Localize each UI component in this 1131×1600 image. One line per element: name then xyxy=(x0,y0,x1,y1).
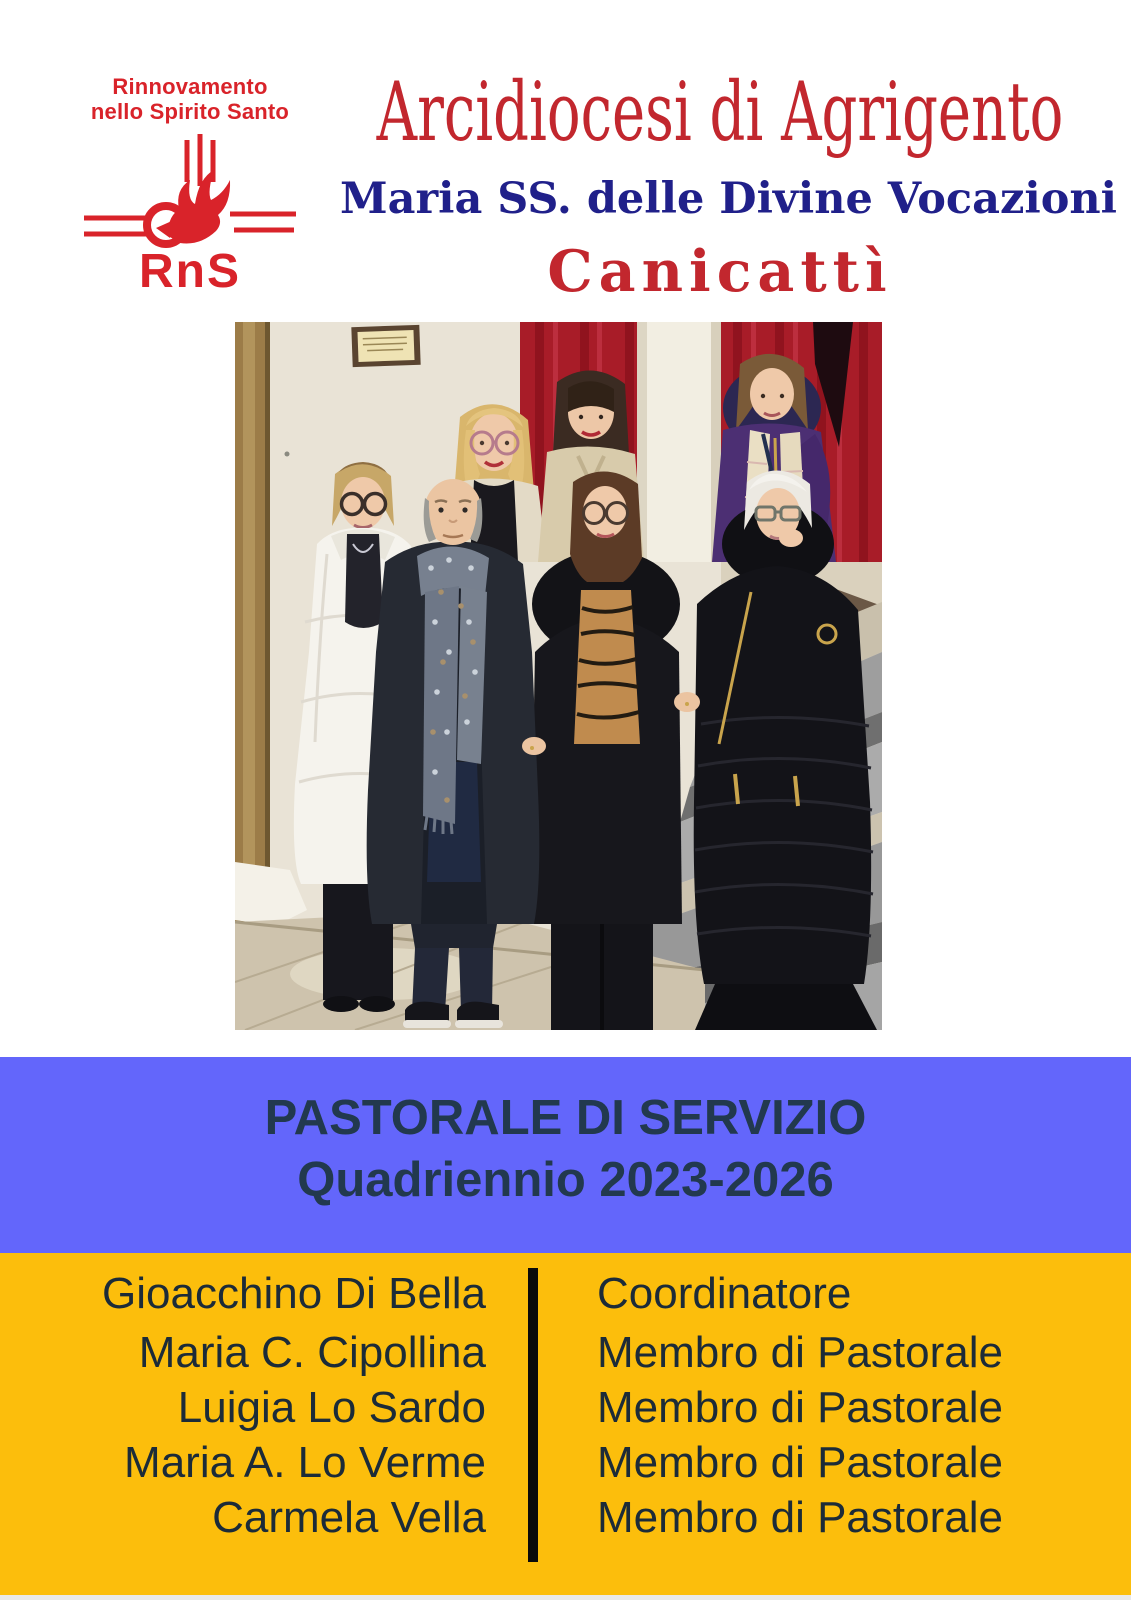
roster-roles-column xyxy=(597,1266,1117,1545)
page-title: Arcidiocesi di Agrigento xyxy=(376,66,1064,161)
roster-role: Membro di Pastorale xyxy=(597,1438,1003,1487)
roster-name: Gioacchino Di Bella xyxy=(102,1269,486,1318)
roster-name: Luigia Lo Sardo xyxy=(177,1383,486,1432)
roster-name: Maria A. Lo Verme xyxy=(124,1438,486,1487)
roster-role: Membro di Pastorale xyxy=(597,1493,1003,1542)
roster-divider xyxy=(528,1268,538,1562)
roster-section xyxy=(0,1253,1131,1595)
logo-text-line1: Rinnovamento xyxy=(112,74,268,99)
roster-role: Membro di Pastorale xyxy=(597,1328,1003,1377)
roster-name: Carmela Vella xyxy=(212,1493,486,1542)
city-title: Canicattì xyxy=(547,238,893,305)
page-subtitle: Maria SS. delle Divine Vocazioni xyxy=(340,174,1117,224)
rns-logo xyxy=(70,74,310,124)
column xyxy=(637,322,721,562)
page-bottom-edge xyxy=(0,1595,1131,1600)
service-band xyxy=(0,1057,1131,1253)
framed-picture xyxy=(351,325,420,367)
band-title: PASTORALE DI SERVIZIO xyxy=(264,1091,867,1145)
roster-role: Coordinatore xyxy=(597,1269,852,1318)
band-period: Quadriennio 2023-2026 xyxy=(297,1153,834,1207)
roster-name: Maria C. Cipollina xyxy=(138,1328,486,1377)
group-photo xyxy=(235,322,882,1030)
logo-acronym: RnS xyxy=(139,245,241,298)
dove-of-holy-spirit-icon xyxy=(70,130,310,252)
roster-names-column xyxy=(30,1266,486,1545)
roster-role: Membro di Pastorale xyxy=(597,1383,1003,1432)
logo-text-line2: nello Spirito Santo xyxy=(90,99,290,124)
